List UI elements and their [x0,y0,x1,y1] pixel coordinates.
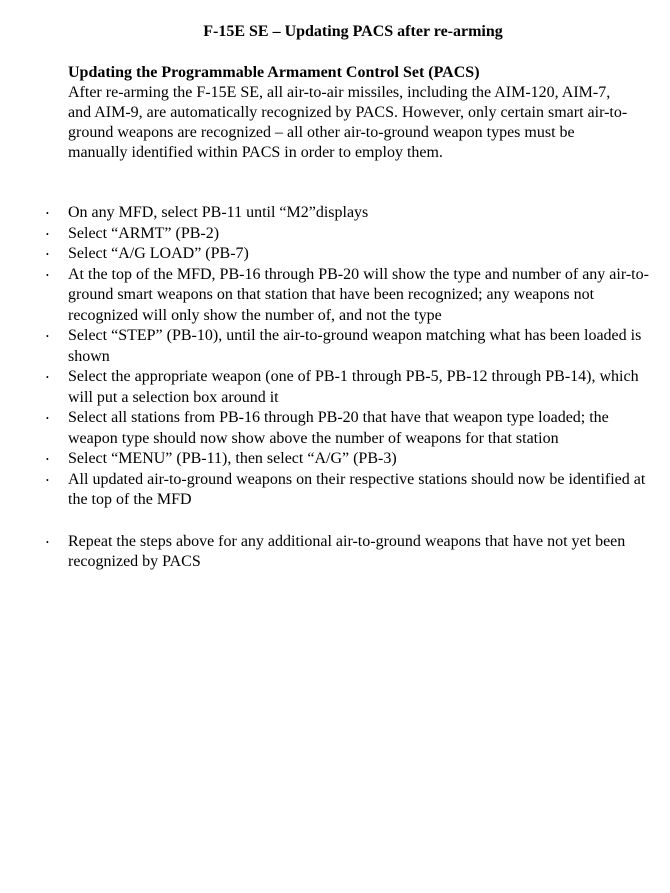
step-text: Select “ARMT” (PB-2) [68,224,220,242]
step-item [0,244,670,265]
bullet-icon: • [46,250,49,259]
section-heading: Updating the Programmable Armament Control Set (PACS) [68,64,480,81]
step-text: Select “A/G LOAD” (PB-7) [68,245,249,262]
step-text: Select “STEP” (PB-10), until the air-to-ground weapon matching what has been loaded is shown [68,327,642,365]
step-text: At the top of the MFD, PB-16 through PB-20 will show the type and number of any air-to-ground smart weapons on that station that have been recognized; any weapons not recognized will only show the number of, and not the type [68,265,649,324]
bullet-icon: • [46,414,49,423]
step-text: Select the appropriate weapon (one of PB-1 through PB-5, PB-12 through PB-14), which will put a selection box around it [68,368,639,406]
step-item [0,265,670,327]
section-intro-paragraph: After re-arming the F-15E SE, all air-to-air missiles, including the AIM-120, AIM-7, and AIM-9, are automatically recognized by PACS. However, only certain smart air-to-ground weapons are recognized – all other air-to-ground weapon types must be manually identified within PACS in order to employ them. [68,84,628,161]
step-item [0,367,670,408]
step-text: Select all stations from PB-16 through PB-20 that have that weapon type loaded; the weapon type should now show above the number of weapons for that station [68,409,609,447]
bullet-icon: • [46,209,49,218]
step-item [0,532,670,573]
bullet-icon: • [46,373,49,382]
page-title: F-15E SE – Updating PACS after re-arming [203,23,503,40]
step-item [0,203,670,224]
step-item [0,449,670,470]
step-text: Select “MENU” (PB-11), then select “A/G” (PB-3) [68,450,397,467]
bullet-icon: • [46,475,49,485]
step-item [0,224,670,245]
bullet-icon: • [46,229,49,239]
bullet-icon: • [46,537,49,547]
bullet-icon: • [46,332,49,341]
steps-list [0,203,670,573]
step-item [0,326,670,367]
step-text: On any MFD, select PB-11 until “M2”displays [68,204,369,221]
bullet-icon: • [46,455,49,464]
step-text: Repeat the steps above for any additional air-to-ground weapons that have not yet been recognized by PACS [68,532,626,570]
bullet-icon: • [46,270,49,280]
step-item [0,470,670,511]
step-text: All updated air-to-ground weapons on their respective stations should now be identified at the top of the MFD [68,470,646,508]
pacs-section [68,63,628,163]
step-item [0,408,670,449]
